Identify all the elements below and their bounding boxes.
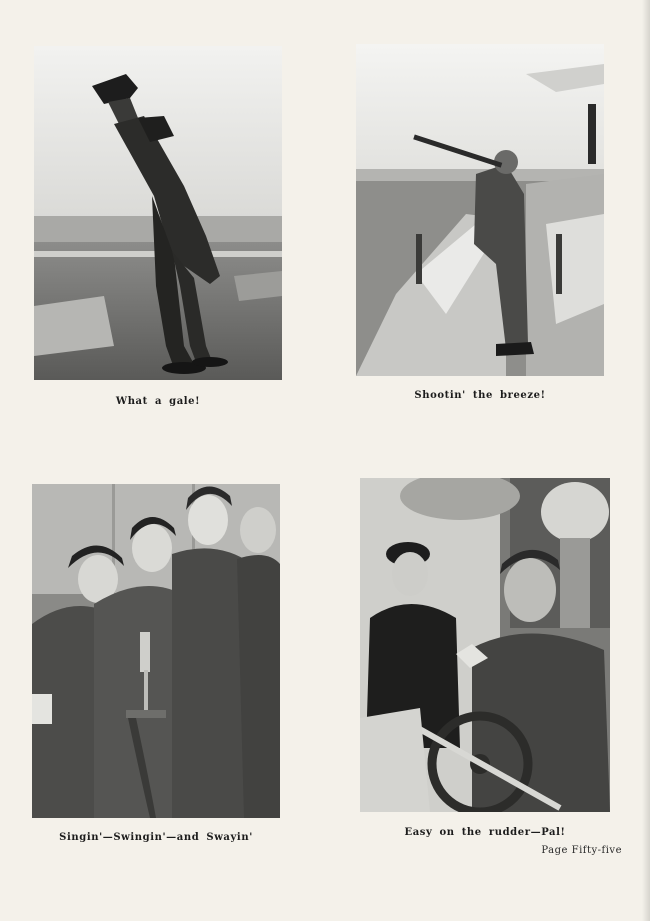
photo-singin-swingin-swayin: [32, 484, 280, 818]
photo-shootin-the-breeze: [356, 44, 604, 376]
page-number: Page Fifty-five: [541, 845, 622, 856]
page-edge-shadow: [642, 0, 650, 921]
caption-shootin-the-breeze: Shootin' the breeze!: [414, 390, 546, 401]
photo-what-a-gale: [34, 46, 282, 380]
photo-easy-on-the-rudder: [360, 478, 610, 812]
caption-easy-on-the-rudder: Easy on the rudder—Pal!: [404, 827, 566, 838]
caption-singin-swingin-swayin: Singin'—Swingin'—and Swayin': [59, 832, 253, 843]
caption-what-a-gale: What a gale!: [115, 396, 201, 407]
